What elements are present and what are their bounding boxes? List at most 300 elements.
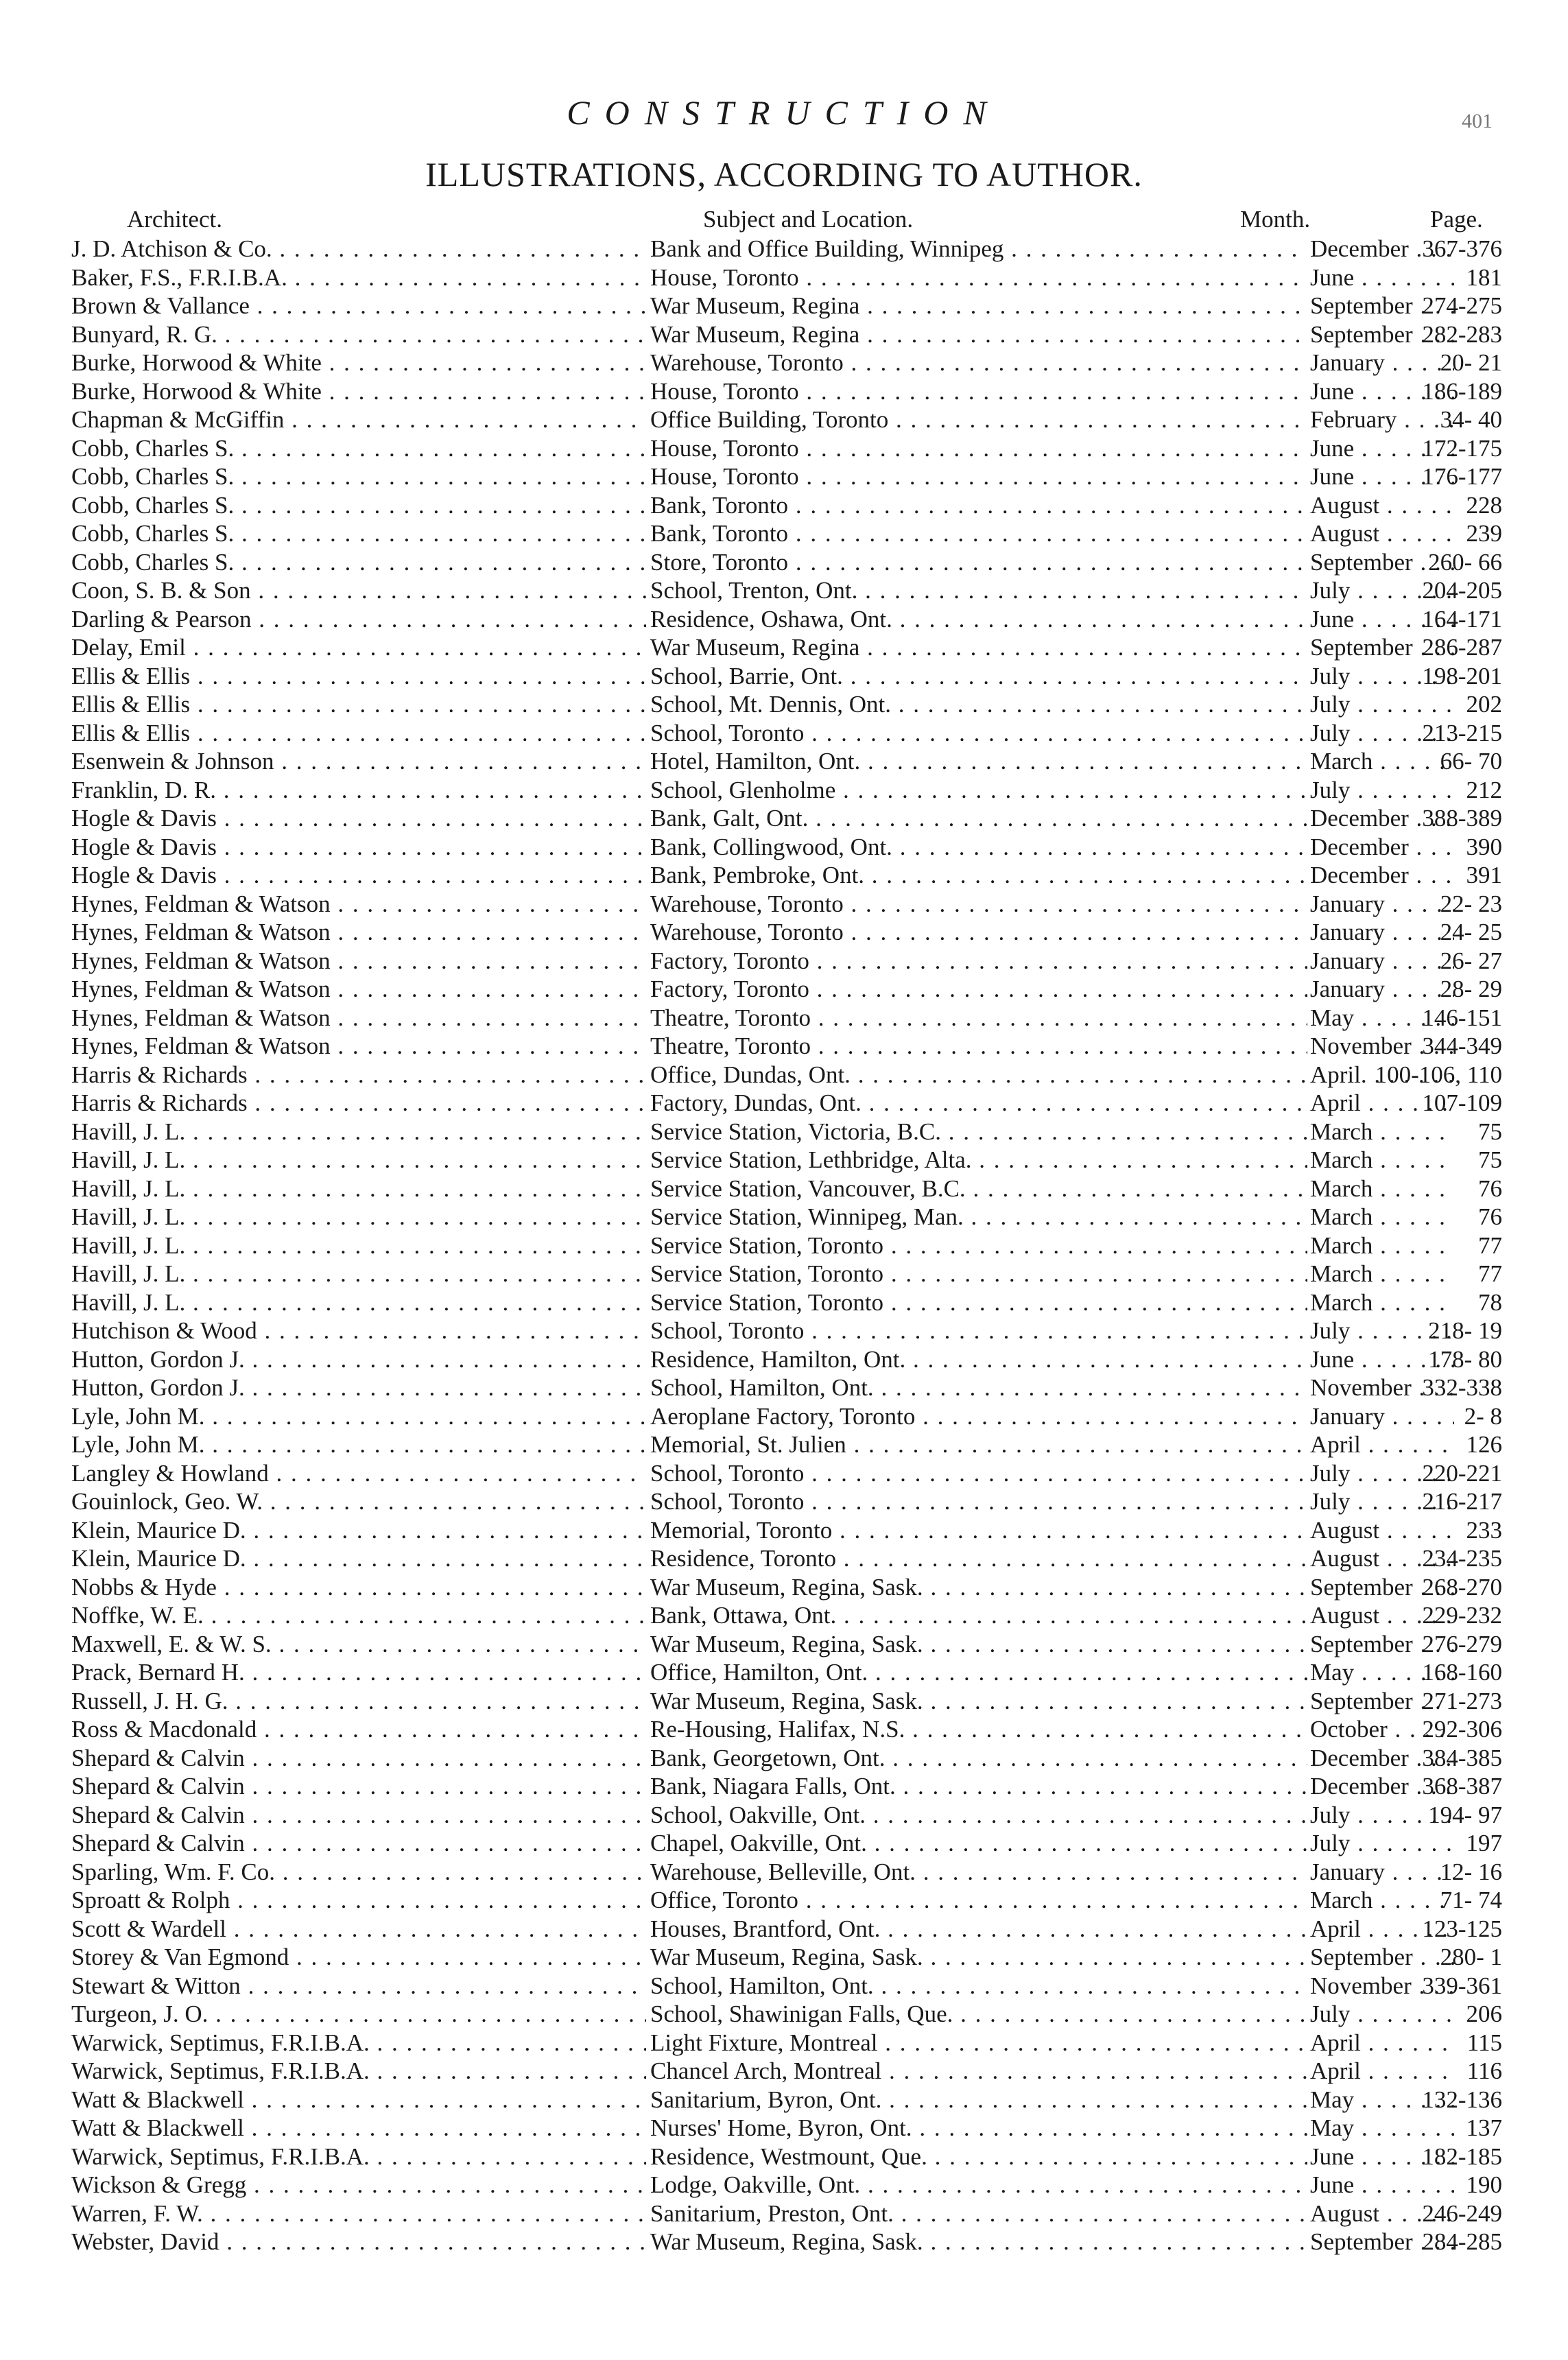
page-cell: 339-361 [1422, 1972, 1502, 1999]
page-cell: 75 [1478, 1146, 1502, 1173]
subject-cell: Residence, Westmount, Que. . . . [650, 2143, 1307, 2171]
subject-cell: War Museum, Regina . . . [650, 292, 1307, 320]
architect-cell: Shepard & Calvin . . . [71, 1744, 646, 1773]
subject-cell: Office, Hamilton, Ont. . . . [650, 1658, 1307, 1687]
month-cell: September . . . [1310, 1687, 1454, 1716]
architect-cell: Brown & Vallance . . . [71, 292, 646, 320]
page-cell: 220-221 [1422, 1459, 1502, 1487]
architect-cell: Darling & Pearson . . . [71, 605, 646, 634]
table-row [71, 776, 1502, 805]
subject-cell: Factory, Toronto . . . [650, 975, 1307, 1004]
table-row [71, 1601, 1502, 1630]
month-cell: May . . . [1310, 1658, 1454, 1687]
architect-cell: Hynes, Feldman & Watson . . . [71, 1032, 646, 1061]
month-cell: December . . . [1310, 1744, 1454, 1773]
table-row [71, 519, 1502, 548]
architect-cell: Gouinlock, Geo. W. . . . [71, 1487, 646, 1516]
page-cell: 22- 23 [1440, 890, 1502, 917]
subject-cell: Office Building, Toronto . . . [650, 405, 1307, 434]
page-title: ILLUSTRATIONS, ACCORDING TO AUTHOR. [425, 155, 1143, 193]
month-cell: November . . . [1310, 1032, 1454, 1061]
architect-cell: Noffke, W. E. . . . [71, 1601, 646, 1630]
table-row [71, 833, 1502, 862]
subject-cell: Aeroplane Factory, Toronto . . . [650, 1402, 1307, 1431]
page-cell: 178- 80 [1428, 1345, 1502, 1373]
table-row [71, 861, 1502, 890]
architect-cell: Harris & Richards . . . [71, 1061, 646, 1089]
page-cell: 216-217 [1422, 1488, 1502, 1515]
month-cell: April . . . [1310, 1089, 1454, 1118]
page-cell: 390 [1466, 833, 1502, 860]
month-cell: March . . . [1310, 1288, 1454, 1317]
month-cell: June . . . [1310, 263, 1454, 292]
month-cell: December . . . [1310, 235, 1454, 263]
subject-cell: Houses, Brantford, Ont. . . . [650, 1915, 1307, 1944]
architect-cell: Watt & Blackwell . . . [71, 2114, 646, 2143]
subject-cell: House, Toronto . . . [650, 377, 1307, 406]
page-cell: 26- 27 [1440, 947, 1502, 974]
architect-cell: Coon, S. B. & Son . . . [71, 576, 646, 605]
subject-cell: School, Hamilton, Ont. . . . [650, 1373, 1307, 1402]
architect-cell: Ellis & Ellis . . . [71, 662, 646, 691]
table-row [71, 491, 1502, 520]
architect-cell: Storey & Van Egmond . . . [71, 1943, 646, 1972]
table-row [71, 605, 1502, 634]
page-cell: 76 [1478, 1175, 1502, 1202]
subject-cell: War Museum, Regina . . . [650, 633, 1307, 662]
page-cell: 123-125 [1422, 1915, 1502, 1942]
subject-cell: Office, Dundas, Ont. . . . [650, 1061, 1307, 1089]
table-row [71, 235, 1502, 263]
month-cell: March . . . [1310, 1260, 1454, 1288]
architect-cell: Warwick, Septimus, F.R.I.B.A. . . . [71, 2029, 646, 2057]
table-row [71, 1487, 1502, 1516]
page-cell: 107-109 [1422, 1089, 1502, 1116]
subject-cell: War Museum, Regina, Sask. . . . [650, 1573, 1307, 1602]
architect-cell: Cobb, Charles S. . . . [71, 434, 646, 463]
table-row [71, 947, 1502, 976]
page-cell: 75 [1478, 1118, 1502, 1145]
subject-cell: School, Barrie, Ont. . . . [650, 662, 1307, 691]
subject-cell: Bank, Toronto . . . [650, 519, 1307, 548]
column-header-architect: Architect. [127, 206, 222, 233]
month-cell: July . . . [1310, 690, 1454, 719]
month-cell: July . . . [1310, 662, 1454, 691]
subject-cell: Light Fixture, Montreal . . . [650, 2029, 1307, 2057]
month-cell: June . . . [1310, 1345, 1454, 1374]
table-row [71, 1801, 1502, 1830]
table-row [71, 1288, 1502, 1317]
subject-cell: Theatre, Toronto . . . [650, 1032, 1307, 1061]
page-cell: 12- 16 [1440, 1858, 1502, 1885]
page-cell: 344-349 [1422, 1032, 1502, 1059]
table-row [71, 1231, 1502, 1260]
subject-cell: School, Toronto . . . [650, 719, 1307, 748]
page-cell: 100-106, 110 [1375, 1061, 1502, 1088]
architect-cell: Hutton, Gordon J. . . . [71, 1373, 646, 1402]
subject-cell: Memorial, Toronto . . . [650, 1516, 1307, 1545]
subject-cell: Hotel, Hamilton, Ont. . . . [650, 747, 1307, 776]
architect-cell: Havill, J. L. . . . [71, 1203, 646, 1231]
page-cell: 181 [1466, 263, 1502, 291]
table-row [71, 1915, 1502, 1944]
page-cell: 77 [1478, 1260, 1502, 1287]
table-row [71, 804, 1502, 833]
table-row [71, 1430, 1502, 1459]
table-row [71, 2029, 1502, 2057]
table-row [71, 2171, 1502, 2199]
subject-cell: Warehouse, Belleville, Ont. . . . [650, 1858, 1307, 1887]
month-cell: January . . . [1310, 975, 1454, 1004]
month-cell: January . . . [1310, 1402, 1454, 1431]
page-cell: 176-177 [1422, 463, 1502, 490]
table-row [71, 1459, 1502, 1488]
page-cell: 388-389 [1422, 805, 1502, 831]
architect-cell: Hogle & Davis . . . [71, 861, 646, 890]
architect-cell: Hynes, Feldman & Watson . . . [71, 918, 646, 947]
architect-cell: Shepard & Calvin . . . [71, 1772, 646, 1801]
table-row [71, 1345, 1502, 1374]
subject-cell: War Museum, Regina, Sask. . . . [650, 1943, 1307, 1972]
architect-cell: Cobb, Charles S. . . . [71, 519, 646, 548]
table-row [71, 1744, 1502, 1773]
table-row [71, 1658, 1502, 1687]
architect-cell: Hogle & Davis . . . [71, 804, 646, 833]
subject-cell: Sanitarium, Byron, Ont. . . . [650, 2086, 1307, 2114]
month-cell: March . . . [1310, 1203, 1454, 1231]
table-row [71, 434, 1502, 463]
month-cell: May . . . [1310, 1004, 1454, 1032]
table-row [71, 1004, 1502, 1032]
subject-cell: Re-Housing, Halifax, N.S. . . . [650, 1715, 1307, 1744]
subject-cell: Store, Toronto . . . [650, 548, 1307, 577]
column-header-subject: Subject and Location. [703, 206, 914, 233]
page-cell: 384-385 [1422, 1744, 1502, 1771]
table-row [71, 263, 1502, 292]
page-cell: 116 [1466, 2057, 1502, 2084]
month-cell: November . . . [1310, 1972, 1454, 2001]
architect-cell: Cobb, Charles S. . . . [71, 548, 646, 577]
month-cell: April . . . [1310, 2057, 1454, 2086]
table-row [71, 1402, 1502, 1431]
architect-cell: Wickson & Gregg . . . [71, 2171, 646, 2199]
architect-cell: Havill, J. L. . . . [71, 1175, 646, 1203]
page-cell: 34- 40 [1440, 406, 1502, 433]
month-cell: January . . . [1310, 349, 1454, 377]
architect-cell: Klein, Maurice D. . . . [71, 1516, 646, 1545]
column-header-page: Page. [1430, 206, 1483, 233]
table-row [71, 1943, 1502, 1972]
architect-cell: Cobb, Charles S. . . . [71, 491, 646, 520]
page-cell: 146-151 [1422, 1004, 1502, 1031]
table-row [71, 2199, 1502, 2228]
table-row [71, 1886, 1502, 1915]
month-cell: July . . . [1310, 1829, 1454, 1858]
architect-cell: Burke, Horwood & White . . . [71, 349, 646, 377]
table-row [71, 1573, 1502, 1602]
page-cell: 367-376 [1422, 235, 1502, 262]
table-row [71, 633, 1502, 662]
month-cell: January . . . [1310, 918, 1454, 947]
table-row [71, 576, 1502, 605]
subject-cell: Residence, Toronto . . . [650, 1544, 1307, 1573]
month-cell: April . . . [1310, 1430, 1454, 1459]
month-cell: September . . . [1310, 548, 1454, 577]
month-cell: August . . . [1310, 519, 1454, 548]
subject-cell: School, Mt. Dennis, Ont. . . . [650, 690, 1307, 719]
table-row [71, 2057, 1502, 2086]
subject-cell: Warehouse, Toronto . . . [650, 890, 1307, 919]
subject-cell: Office, Toronto . . . [650, 1886, 1307, 1915]
subject-cell: School, Toronto . . . [650, 1459, 1307, 1488]
architect-cell: Warren, F. W. . . . [71, 2199, 646, 2228]
table-row [71, 349, 1502, 377]
page-cell: 20- 21 [1440, 349, 1502, 376]
page-cell: 202 [1466, 691, 1502, 718]
subject-cell: School, Shawinigan Falls, Que. . . . [650, 2000, 1307, 2029]
table-row [71, 1175, 1502, 1203]
architect-cell: Maxwell, E. & W. S. . . . [71, 1630, 646, 1659]
architect-cell: Hutton, Gordon J. . . . [71, 1345, 646, 1374]
page-cell: 268-270 [1422, 1573, 1502, 1601]
month-cell: May . . . [1310, 2114, 1454, 2143]
table-row [71, 1544, 1502, 1573]
table-row [71, 1516, 1502, 1545]
subject-cell: Residence, Oshawa, Ont. . . . [650, 605, 1307, 634]
table-row [71, 1972, 1502, 2001]
architect-cell: Havill, J. L. . . . [71, 1118, 646, 1146]
subject-cell: Bank and Office Building, Winnipeg . . . [650, 235, 1307, 263]
month-cell: December . . . [1310, 1772, 1454, 1801]
architect-cell: Watt & Blackwell . . . [71, 2086, 646, 2114]
page-cell: 229-232 [1422, 1602, 1502, 1629]
architect-cell: Langley & Howland . . . [71, 1459, 646, 1488]
subject-cell: Factory, Dundas, Ont. . . . [650, 1089, 1307, 1118]
month-cell: January . . . [1310, 890, 1454, 919]
subject-cell: Service Station, Victoria, B.C. . . . [650, 1118, 1307, 1146]
column-header-month: Month. [1240, 206, 1311, 233]
page-cell: 271-273 [1422, 1687, 1502, 1714]
subject-cell: Theatre, Toronto . . . [650, 1004, 1307, 1032]
page-cell: 78 [1478, 1288, 1502, 1316]
month-cell: March . . . [1310, 1231, 1454, 1260]
architect-cell: Lyle, John M. . . . [71, 1402, 646, 1431]
architect-cell: Sparling, Wm. F. Co. . . . [71, 1858, 646, 1887]
page-cell: 168-160 [1422, 1659, 1502, 1686]
table-row [71, 747, 1502, 776]
table-row [71, 719, 1502, 748]
table-row [71, 890, 1502, 919]
page-cell: 172-175 [1422, 434, 1502, 462]
table-row [71, 662, 1502, 691]
table-row [71, 462, 1502, 491]
month-cell: July . . . [1310, 2000, 1454, 2029]
month-cell: March . . . [1310, 1175, 1454, 1203]
page-cell: 66- 70 [1440, 748, 1502, 775]
architect-cell: Ellis & Ellis . . . [71, 690, 646, 719]
page-cell: 24- 25 [1440, 919, 1502, 945]
page-cell: 228 [1466, 491, 1502, 519]
architect-cell: Warwick, Septimus, F.R.I.B.A. . . . [71, 2057, 646, 2086]
architect-cell: Harris & Richards . . . [71, 1089, 646, 1118]
month-cell: August . . . [1310, 1544, 1454, 1573]
architect-cell: Stewart & Witton . . . [71, 1972, 646, 2001]
subject-cell: Service Station, Winnipeg, Man. . . . [650, 1203, 1307, 1231]
architect-cell: Russell, J. H. G. . . . [71, 1687, 646, 1716]
page-cell: 260- 66 [1428, 548, 1502, 576]
table-row [71, 548, 1502, 577]
month-cell: August . . . [1310, 2199, 1454, 2228]
architect-cell: Cobb, Charles S. . . . [71, 462, 646, 491]
month-cell: July . . . [1310, 719, 1454, 748]
table-row [71, 1089, 1502, 1118]
architect-cell: Hynes, Feldman & Watson . . . [71, 975, 646, 1004]
month-cell: June . . . [1310, 462, 1454, 491]
page-cell: 292-306 [1422, 1716, 1502, 1743]
architect-cell: Prack, Bernard H. . . . [71, 1658, 646, 1687]
architect-cell: Nobbs & Hyde . . . [71, 1573, 646, 1602]
month-cell: September . . . [1310, 320, 1454, 349]
subject-cell: War Museum, Regina . . . [650, 320, 1307, 349]
month-cell: February . . . [1310, 405, 1454, 434]
architect-cell: Shepard & Calvin . . . [71, 1801, 646, 1830]
subject-cell: Service Station, Toronto . . . [650, 1231, 1307, 1260]
table-row [71, 918, 1502, 947]
page-cell: 233 [1466, 1516, 1502, 1544]
architect-cell: Ellis & Ellis . . . [71, 719, 646, 748]
table-row [71, 1317, 1502, 1345]
month-cell: January . . . [1310, 947, 1454, 976]
month-cell: May . . . [1310, 2086, 1454, 2114]
table-row [71, 1772, 1502, 1801]
subject-cell: War Museum, Regina, Sask. . . . [650, 2228, 1307, 2256]
architect-cell: Havill, J. L. . . . [71, 1288, 646, 1317]
month-cell: October . . . [1310, 1715, 1454, 1744]
subject-cell: Service Station, Vancouver, B.C. . . . [650, 1175, 1307, 1203]
table-row [71, 2143, 1502, 2171]
page-cell: 234-235 [1422, 1545, 1502, 1572]
architect-cell: Sproatt & Rolph . . . [71, 1886, 646, 1915]
month-cell: July . . . [1310, 1459, 1454, 1488]
index-table [71, 235, 1502, 2256]
page-cell: 126 [1466, 1431, 1502, 1458]
table-row [71, 377, 1502, 406]
table-row [71, 2086, 1502, 2114]
page-cell: 213-215 [1422, 719, 1502, 746]
page-number: 401 [1462, 110, 1493, 132]
subject-cell: Bank, Georgetown, Ont. . . . [650, 1744, 1307, 1773]
month-cell: August . . . [1310, 1516, 1454, 1545]
page-cell: 239 [1466, 520, 1502, 547]
table-row [71, 1118, 1502, 1146]
page-cell: 282-283 [1422, 320, 1502, 348]
subject-cell: Service Station, Toronto . . . [650, 1260, 1307, 1288]
subject-cell: Bank, Galt, Ont. . . . [650, 804, 1307, 833]
page-cell: 246-249 [1422, 2199, 1502, 2227]
subject-cell: School, Hamilton, Ont. . . . [650, 1972, 1307, 2001]
architect-cell: Warwick, Septimus, F.R.I.B.A. . . . [71, 2143, 646, 2171]
month-cell: March . . . [1310, 1886, 1454, 1915]
architect-cell: Webster, David . . . [71, 2228, 646, 2256]
page-cell: 391 [1466, 862, 1502, 888]
page-cell: 28- 29 [1440, 976, 1502, 1002]
architect-cell: J. D. Atchison & Co. . . . [71, 235, 646, 263]
table-row [71, 975, 1502, 1004]
table-row [71, 1373, 1502, 1402]
month-cell: September . . . [1310, 2228, 1454, 2256]
subject-cell: Bank, Ottawa, Ont. . . . [650, 1601, 1307, 1630]
month-cell: June . . . [1310, 2143, 1454, 2171]
architect-cell: Burke, Horwood & White . . . [71, 377, 646, 406]
page-cell: 280- 1 [1440, 1944, 1502, 1970]
page-cell: 276-279 [1422, 1630, 1502, 1657]
page-cell: 182-185 [1422, 2143, 1502, 2170]
page-cell: 132-136 [1422, 2086, 1502, 2113]
architect-cell: Hynes, Feldman & Watson . . . [71, 1004, 646, 1032]
month-cell: March . . . [1310, 1146, 1454, 1175]
architect-cell: Franklin, D. R. . . . [71, 776, 646, 805]
page-cell: 194- 97 [1428, 1801, 1502, 1828]
subject-cell: House, Toronto . . . [650, 434, 1307, 463]
architect-cell: Klein, Maurice D. . . . [71, 1544, 646, 1573]
subject-cell: School, Glenholme . . . [650, 776, 1307, 805]
page-cell: 274-275 [1422, 292, 1502, 319]
month-cell: January . . . [1310, 1858, 1454, 1887]
page-cell: 198-201 [1422, 662, 1502, 689]
subject-cell: Memorial, St. Julien . . . [650, 1430, 1307, 1459]
month-cell: September . . . [1310, 1573, 1454, 1602]
table-row [71, 2000, 1502, 2029]
table-row [71, 1829, 1502, 1858]
subject-cell: School, Oakville, Ont. . . . [650, 1801, 1307, 1830]
subject-cell: Chancel Arch, Montreal . . . [650, 2057, 1307, 2086]
subject-cell: Nurses' Home, Byron, Ont. . . . [650, 2114, 1307, 2143]
month-cell: March . . . [1310, 1118, 1454, 1146]
architect-cell: Havill, J. L. . . . [71, 1146, 646, 1175]
page-cell: 76 [1478, 1203, 1502, 1230]
month-cell: June . . . [1310, 434, 1454, 463]
table-row [71, 1858, 1502, 1887]
table-row [71, 405, 1502, 434]
subject-cell: Factory, Toronto . . . [650, 947, 1307, 976]
subject-cell: Service Station, Toronto . . . [650, 1288, 1307, 1317]
subject-cell: Bank, Toronto . . . [650, 491, 1307, 520]
month-cell: September . . . [1310, 1943, 1454, 1972]
subject-cell: Bank, Pembroke, Ont. . . . [650, 861, 1307, 890]
page-cell: 332-338 [1422, 1374, 1502, 1401]
table-row [71, 2114, 1502, 2143]
subject-cell: Lodge, Oakville, Ont. . . . [650, 2171, 1307, 2199]
architect-cell: Chapman & McGiffin . . . [71, 405, 646, 434]
page-cell: 137 [1466, 2114, 1502, 2141]
table-row [71, 2228, 1502, 2256]
running-head: CONSTRUCTION [567, 93, 1001, 132]
page-cell: 164-171 [1422, 605, 1502, 633]
month-cell: August . . . [1310, 491, 1454, 520]
table-row [71, 292, 1502, 320]
month-cell: July . . . [1310, 1487, 1454, 1516]
month-cell: September . . . [1310, 1630, 1454, 1659]
month-cell: April . . . [1310, 2029, 1454, 2057]
page-cell: 368-387 [1422, 1773, 1502, 1800]
month-cell: June . . . [1310, 605, 1454, 634]
page-cell: 284-285 [1422, 2228, 1502, 2255]
month-cell: December . . . [1310, 833, 1454, 862]
month-cell: July . . . [1310, 1801, 1454, 1830]
subject-cell: School, Trenton, Ont. . . . [650, 576, 1307, 605]
table-row [71, 1630, 1502, 1659]
month-cell: August . . . [1310, 1601, 1454, 1630]
